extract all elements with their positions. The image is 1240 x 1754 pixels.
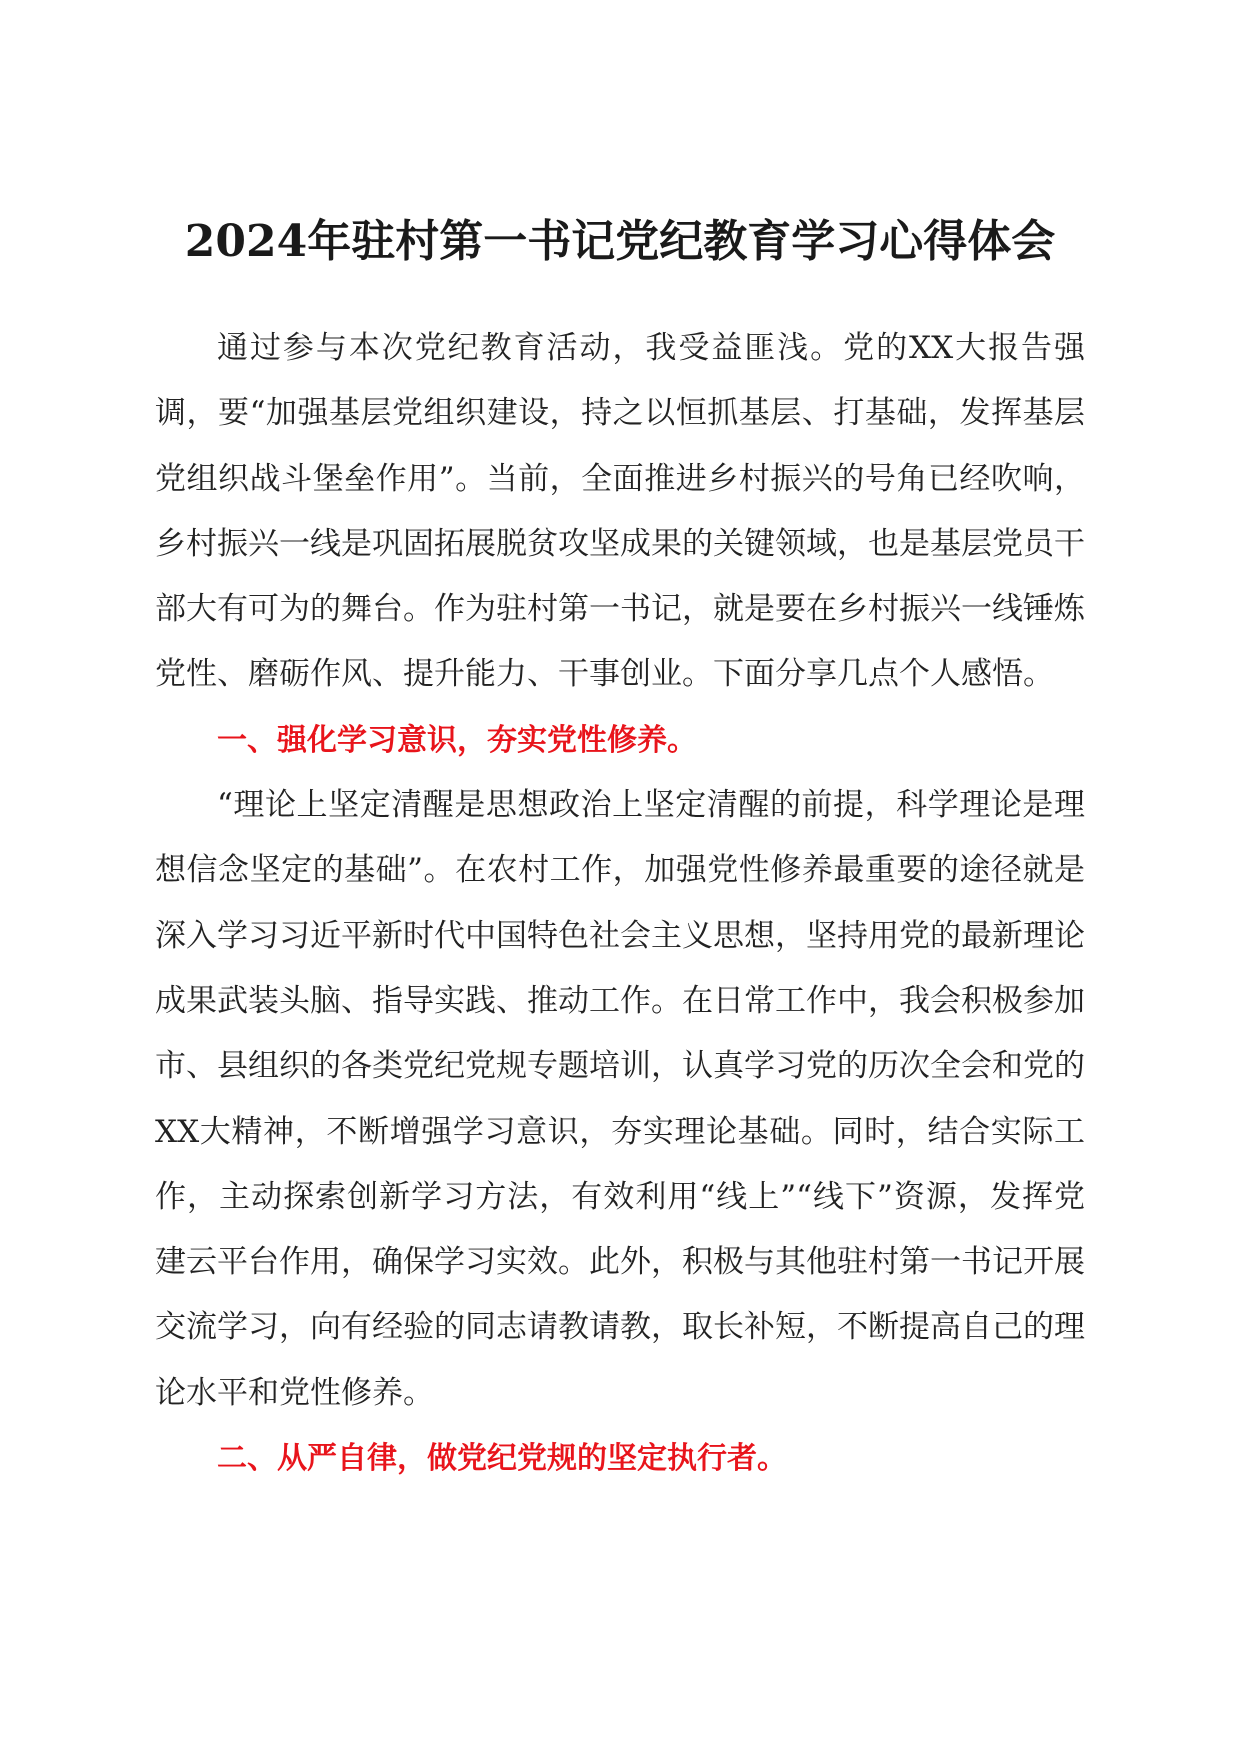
section-2-heading: 二、从严自律，做党纪党规的坚定执行者。	[217, 1441, 787, 1477]
page-title: 2024年驻村第一书记党纪教育学习心得体会	[184, 216, 1056, 267]
intro-paragraph: 通过参与本次党纪教育活动，我受益匪浅。党的XX大报告强调，要“加强基层党组织建设，持之以恒抓基层、打基础，发挥基层党组织战斗堡垒作用”。当前，全面推进乡村振兴的号角已经吹响，乡村振兴一线是巩固拓展脱贫攻坚成果的关键领域，也是基层党员干部大有可为的舞台。作为驻村第一书记，就是要在乡村振兴一线锤炼党性、磨砺作风、提升能力、干事创业。下面分享几点个人感悟。	[155, 330, 1085, 693]
section-1-paragraph: “理论上坚定清醒是思想政治上坚定清醒的前提，科学理论是理想信念坚定的基础”。在农村工作，加强党性修养最重要的途径就是深入学习习近平新时代中国特色社会主义思想，坚持用党的最新理论成果武装头脑、指导实践、推动工作。在日常工作中，我会积极参加市、县组织的各类党纪党规专题培训，认真学习党的历次全会和党的XX大精神，不断增强学习意识，夯实理论基础。同时，结合实际工作，主动探索创新学习方法，有效利用“线上”“线下”资源，发挥党建云平台作用，确保学习实效。此外，积极与其他驻村第一书记开展交流学习，向有经验的同志请教请教，取长补短，不断提高自己的理论水平和党性修养。	[155, 787, 1085, 1411]
document-body	[155, 316, 1085, 1491]
section-1-heading: 一、强化学习意识，夯实党性修养。	[217, 722, 697, 758]
